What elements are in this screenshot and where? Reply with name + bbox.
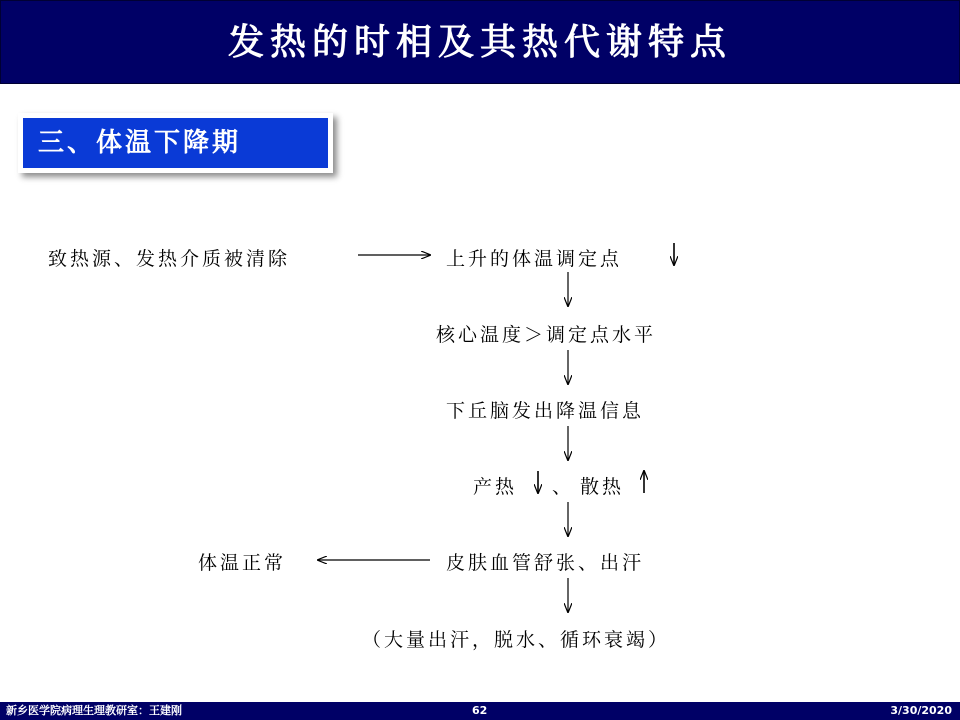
node-heat-loss: 散热 (580, 476, 625, 498)
section-heading: 三、体温下降期 (38, 128, 242, 158)
node-normal-temp: 体温正常 (198, 552, 287, 574)
footer-bar (0, 702, 960, 720)
footer-department: 新乡医学院病理生理教研室：王建刚 (6, 704, 182, 717)
node-extreme-result: （大量出汗，脱水、循环衰竭） (362, 629, 671, 651)
node-cause: 致热源、发热介质被清除 (48, 248, 291, 270)
node-setpoint: 上升的体温调定点 (446, 248, 623, 270)
node-separator: 、 (552, 476, 575, 498)
footer-page-number: 62 (472, 704, 488, 717)
footer-date: 3/30/2020 (890, 704, 952, 717)
node-core-temp: 核心温度＞调定点水平 (436, 324, 657, 346)
slide-title: 发热的时相及其热代谢特点 (227, 21, 732, 63)
node-heat-production: 产热 (473, 476, 518, 498)
node-vasodilation: 皮肤血管舒张、出汗 (446, 552, 645, 574)
node-signal: 下丘脑发出降温信息 (446, 400, 645, 422)
